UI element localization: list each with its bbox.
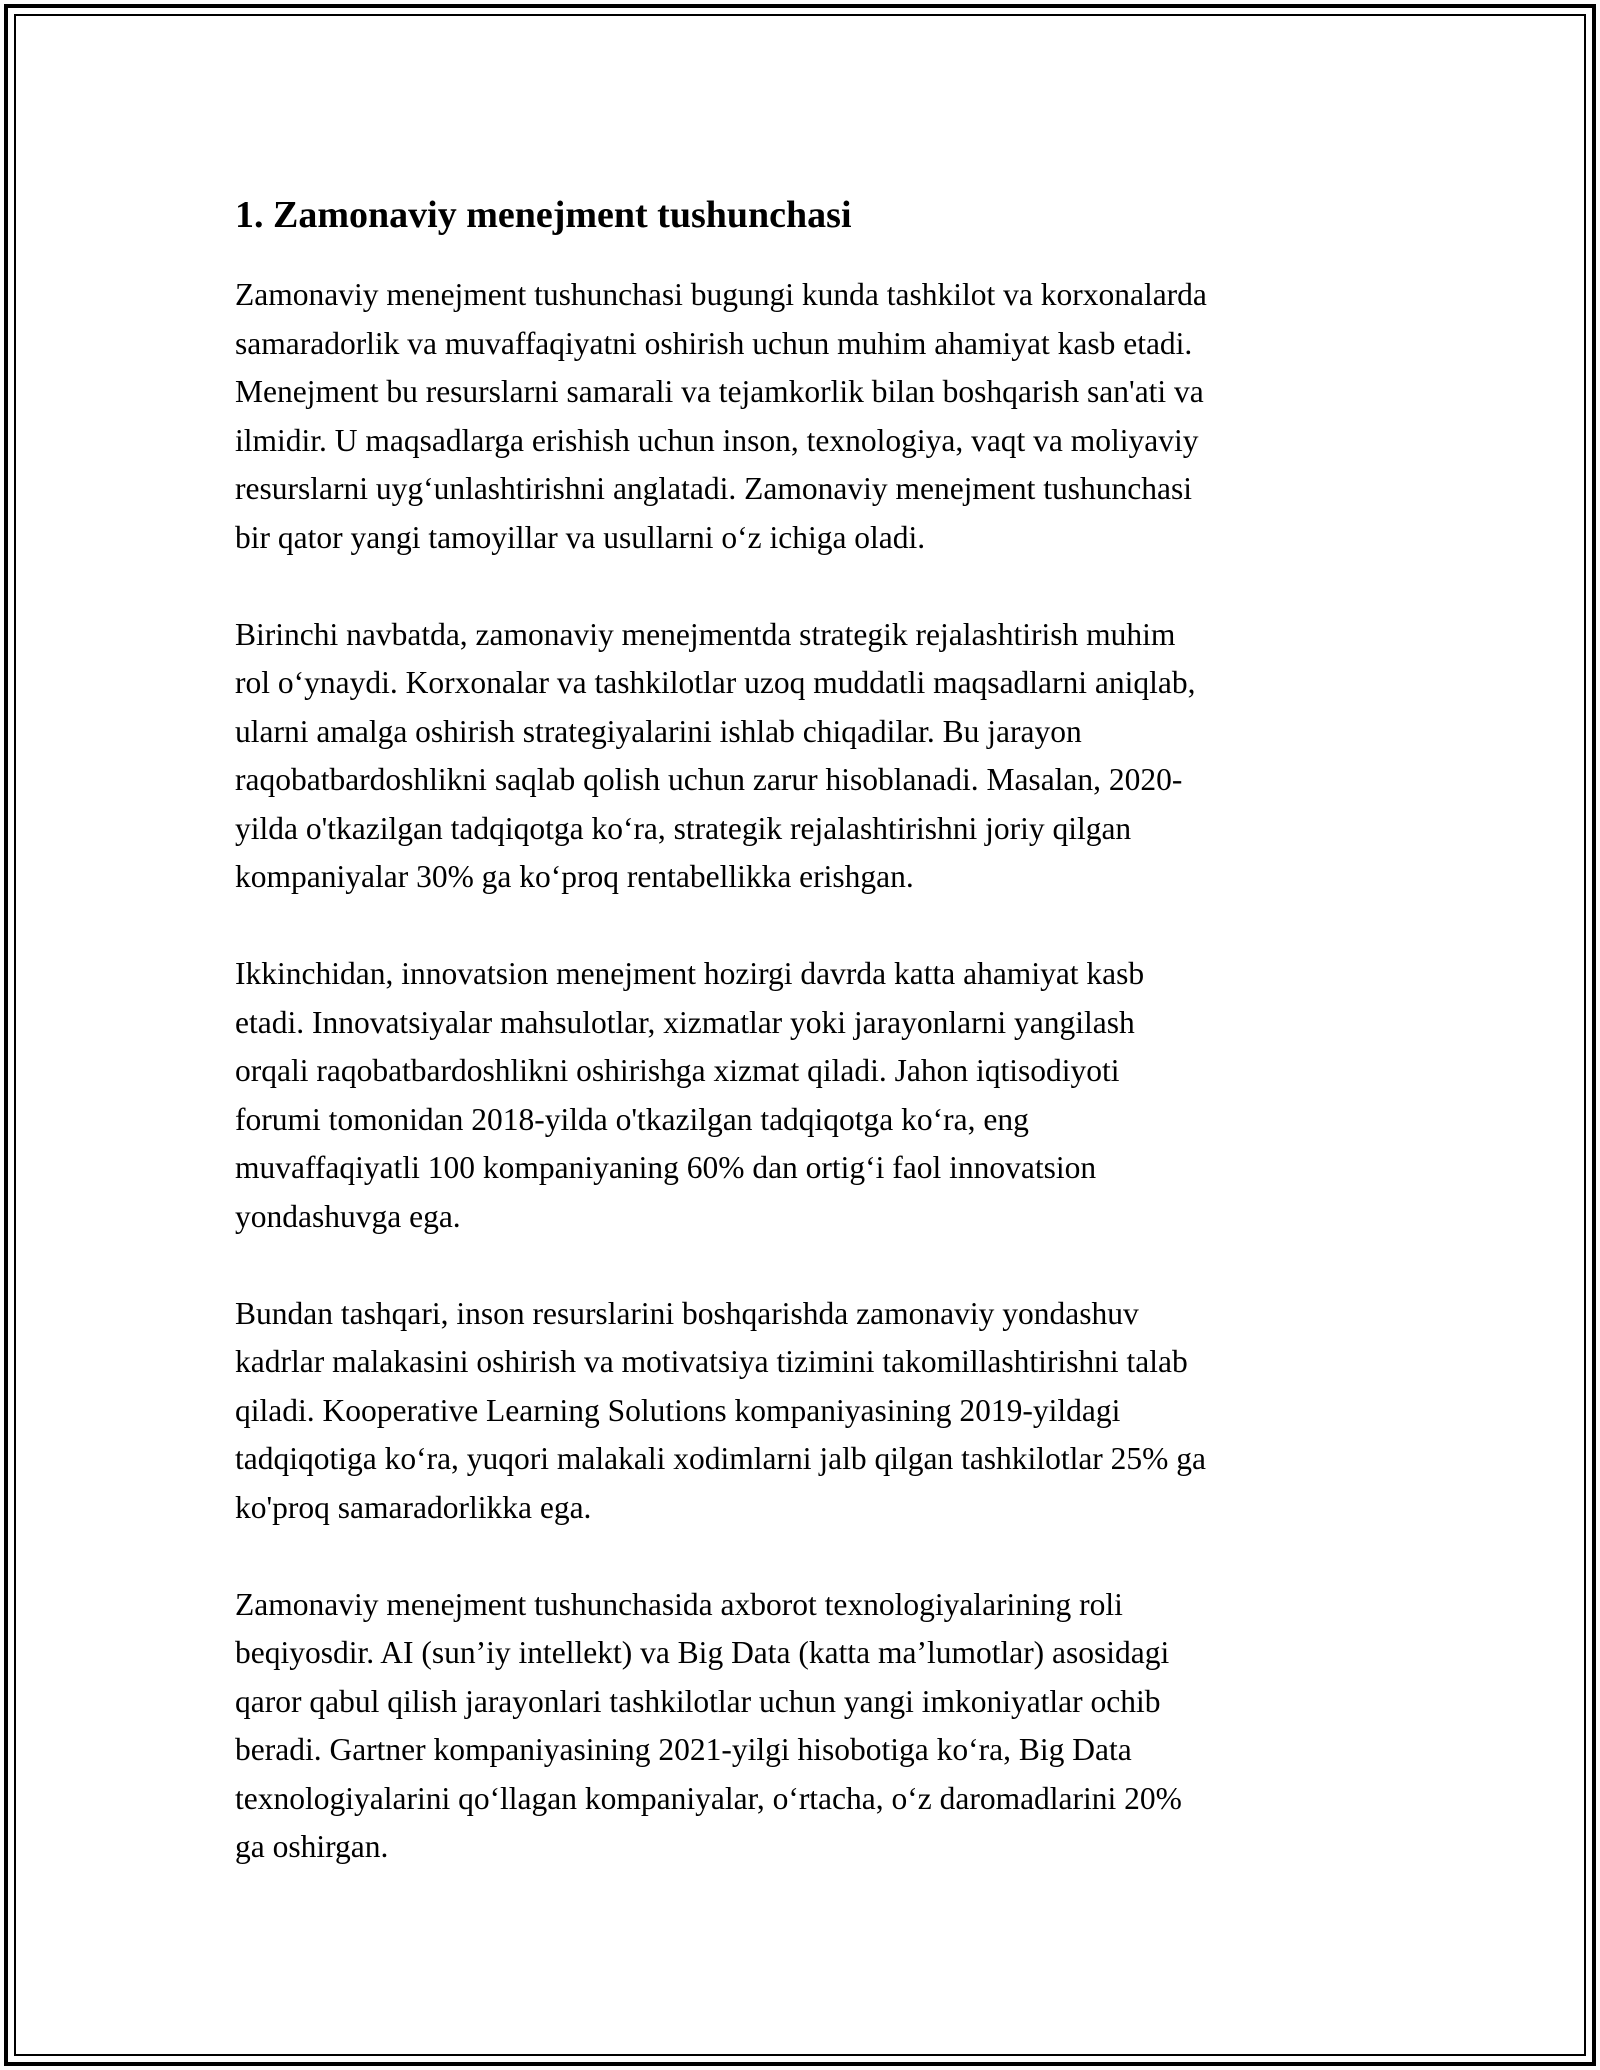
document-body (235, 185, 1395, 1920)
paragraph-2: Birinchi navbatda, zamonaviy menejmentda strategik rejalashtirish muhim rol oʻynaydi. Korxonalar va tashkilotlar uzoq muddatli maqsadlarni aniqlab, ularni amalga oshirish strategiyalarini ishlab chiqadilar. Bu jarayon raqobatbardoshlikni saqlab qolish uchun zarur hisoblanadi. Masalan, 2020- yilda o'tkazilgan tadqiqotga koʻra, strategik rejalashtirishni joriy qilgan kompaniyalar 30% ga koʻproq rentabellikka erishgan. (235, 616, 1196, 894)
paragraph-1: Zamonaviy menejment tushunchasi bugungi kunda tashkilot va korxonalarda samaradorlik va muvaffaqiyatni oshirish uchun muhim ahamiyat kasb etadi. Menejment bu resurslarni samarali va tejamkorlik bilan boshqarish san'ati va ilmidir. U maqsadlarga erishish uchun inson, texnologiya, vaqt va moliyaviy resurslarni uygʻunlashtirishni anglatadi. Zamonaviy menejment tushunchasi bir qator yangi tamoyillar va usullarni oʻz ichiga oladi. (235, 277, 1207, 555)
paragraph-4: Bundan tashqari, inson resurslarini boshqarishda zamonaviy yondashuv kadrlar malakasini oshirish va motivatsiya tizimini takomillashtirishni talab qiladi. Kooperative Learning Solutions kompaniyasining 2019-yildagi tadqiqotiga koʻra, yuqori malakali xodimlarni jalb qilgan tashkilotlar 25% ga ko'proq samaradorlikka ega. (235, 1295, 1207, 1525)
paragraph-5: Zamonaviy menejment tushunchasida axborot texnologiyalarining roli beqiyosdir. AI (sun’iy intellekt) va Big Data (katta ma’lumotlar) asosidagi qaror qabul qilish jarayonlari tashkilotlar uchun yangi imkoniyatlar ochib beradi. Gartner kompaniyasining 2021-yilgi hisobotiga koʻra, Big Data texnologiyalarini qoʻllagan kompaniyalar, oʻrtacha, oʻz daromadlarini 20% ga oshirgan. (235, 1586, 1182, 1864)
section-heading: 1. Zamonaviy menejment tushunchasi (235, 194, 852, 236)
paragraph-3: Ikkinchidan, innovatsion menejment hozirgi davrda katta ahamiyat kasb etadi. Innovatsiyalar mahsulotlar, xizmatlar yoki jarayonlarni yangilash orqali raqobatbardoshlikni oshirishga xizmat qiladi. Jahon iqtisodiyoti forumi tomonidan 2018-yilda o'tkazilgan tadqiqotga koʻra, eng muvaffaqiyatli 100 kompaniyaning 60% dan ortigʻi faol innovatsion yondashuvga ega. (235, 956, 1145, 1234)
